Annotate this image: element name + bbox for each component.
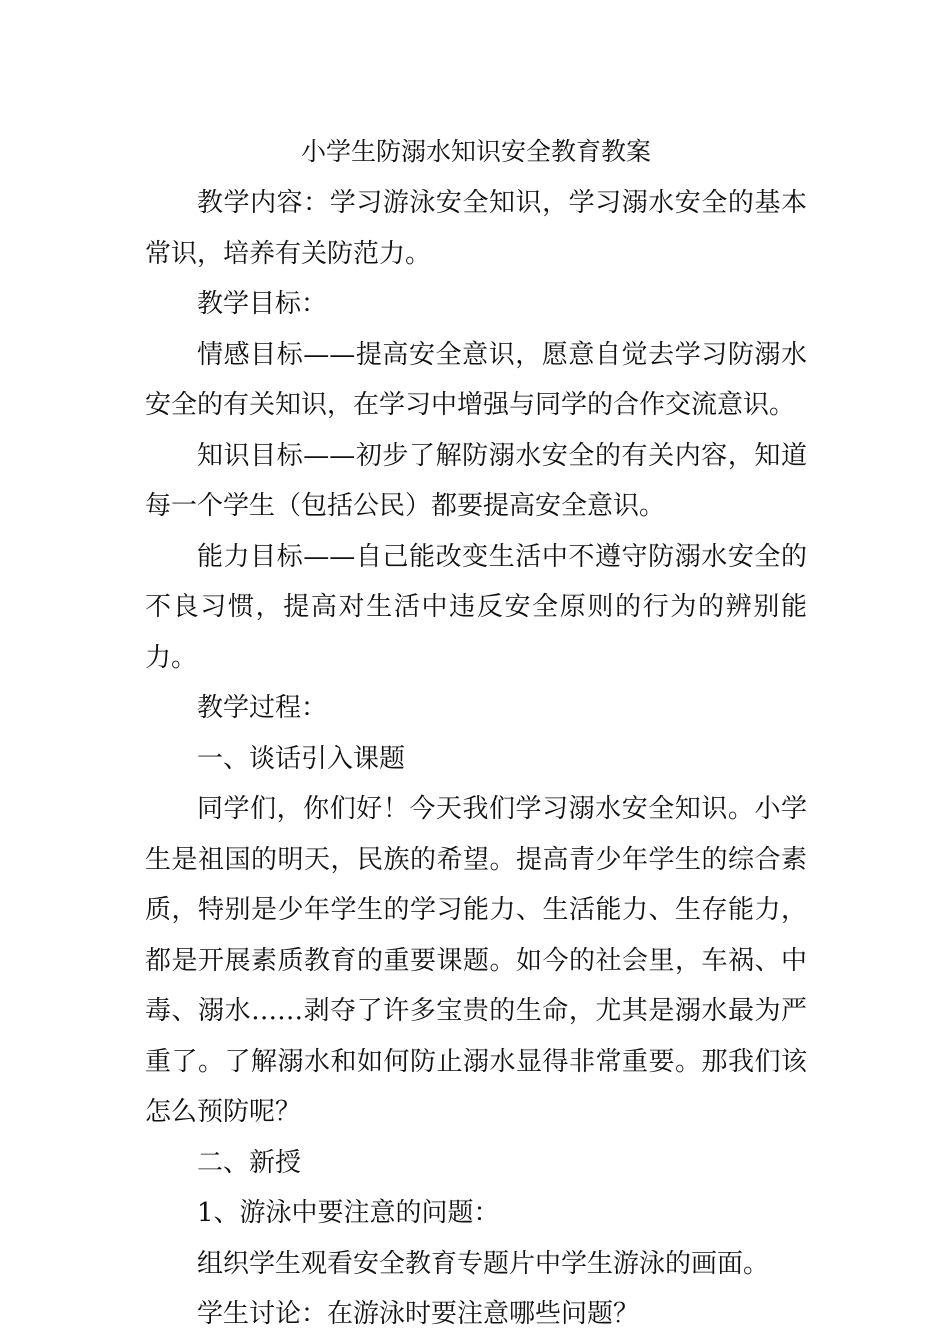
paragraph-teaching-process-heading: 教学过程： [197, 693, 328, 723]
paragraph-teaching-content: 教学内容：学习游泳安全知识，学习溺水安全的基本常识，培养有关防范力。 [145, 188, 807, 269]
subsection-heading-swimming-issues: 1、游泳中要注意的问题： [197, 1198, 500, 1228]
paragraph-knowledge-goal: 知识目标——初步了解防溺水安全的有关内容，知道每一个学生（包括公民）都要提高安全意识。 [145, 440, 807, 521]
document-body [145, 126, 807, 1340]
paragraph-introduction-text: 同学们，你们好！今天我们学习溺水安全知识。小学生是祖国的明天，民族的希望。提高青少年学生的综合素质，特别是少年学生的学习能力、生活能力、生存能力，都是开展素质教育的重要课题。如今的社会里，车祸、中毒、溺水……剥夺了许多宝贵的生命，尤其是溺水最为严重了。了解溺水和如何防止溺水显得非常重要。那我们该怎么预防呢？ [145, 794, 807, 1127]
paragraph-emotional-goal: 情感目标——提高安全意识，愿意自觉去学习防溺水安全的有关知识，在学习中增强与同学的合作交流意识。 [145, 339, 807, 420]
document-title: 小学生防溺水知识安全教育教案 [300, 137, 651, 166]
paragraph-watch-video: 组织学生观看安全教育专题片中学生游泳的画面。 [197, 1248, 770, 1279]
paragraph-ability-goal: 能力目标——自己能改变生活中不遵守防溺水安全的不良习惯，提高对生活中违反安全原则的行为的辨别能力。 [145, 541, 807, 673]
section-heading-introduction: 一、谈话引入课题 [197, 743, 406, 774]
section-heading-new-lesson: 二、新授 [197, 1147, 302, 1178]
paragraph-student-discussion: 学生讨论：在游泳时要注意哪些问题？ [197, 1299, 640, 1329]
paragraph-teaching-goals-heading: 教学目标： [197, 289, 328, 319]
